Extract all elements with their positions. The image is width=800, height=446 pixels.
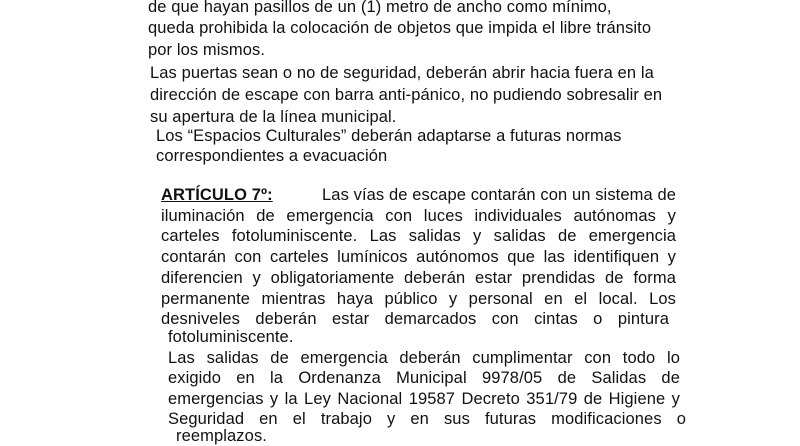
text-line: emergencias y la Ley Nacional 19587 Decreto 351/79 de Higiene y — [168, 390, 680, 408]
text-line: queda prohibida la colocación de objetos que impida el libre tránsito — [148, 19, 652, 37]
text-line: iluminación de emergencia con luces individuales autónomas y — [161, 207, 676, 225]
article-7-first-line — [161, 185, 676, 205]
text-line: fotoluminiscente. — [168, 328, 294, 346]
text-line: diferencien y obligatoriamente deberán estar prendidas de forma — [161, 269, 676, 287]
text-line: su apertura de la línea municipal. — [150, 108, 397, 126]
text-line: por los mismos. — [148, 41, 266, 59]
text-line: Las puertas sean o no de seguridad, deberán abrir hacia fuera en la — [150, 64, 654, 82]
text-line: carteles fotoluminiscente. Las salidas y salidas de emergencia — [161, 227, 676, 245]
text-line: exigido en la Ordenanza Municipal 9978/05 de Salidas de — [168, 369, 680, 387]
text-line: Los “Espacios Culturales” deberán adaptarse a futuras normas — [156, 127, 622, 145]
article-7-heading: ARTÍCULO 7º: — [161, 186, 273, 204]
text-line: contarán con carteles lumínicos autónomos que las identifiquen y — [161, 248, 676, 266]
text-line: desniveles deberán estar demarcados con cintas o pintura — [161, 310, 669, 328]
text-line: permanente mientras haya público y personal en el local. Los — [161, 290, 676, 308]
text-span: Las vías de escape contarán con un sistema de — [322, 186, 676, 204]
text-line: correspondientes a evacuación — [156, 147, 388, 165]
text-line: de que hayan pasillos de un (1) metro de ancho como mínimo, — [148, 0, 612, 16]
text-line: Seguridad en el trabajo y en sus futuras modificaciones o — [168, 410, 686, 428]
text-line: reemplazos. — [176, 427, 267, 445]
text-line: Las salidas de emergencia deberán cumplimentar con todo lo — [168, 349, 680, 367]
text-line: dirección de escape con barra anti-pánico, no pudiendo sobresalir en — [150, 86, 663, 104]
